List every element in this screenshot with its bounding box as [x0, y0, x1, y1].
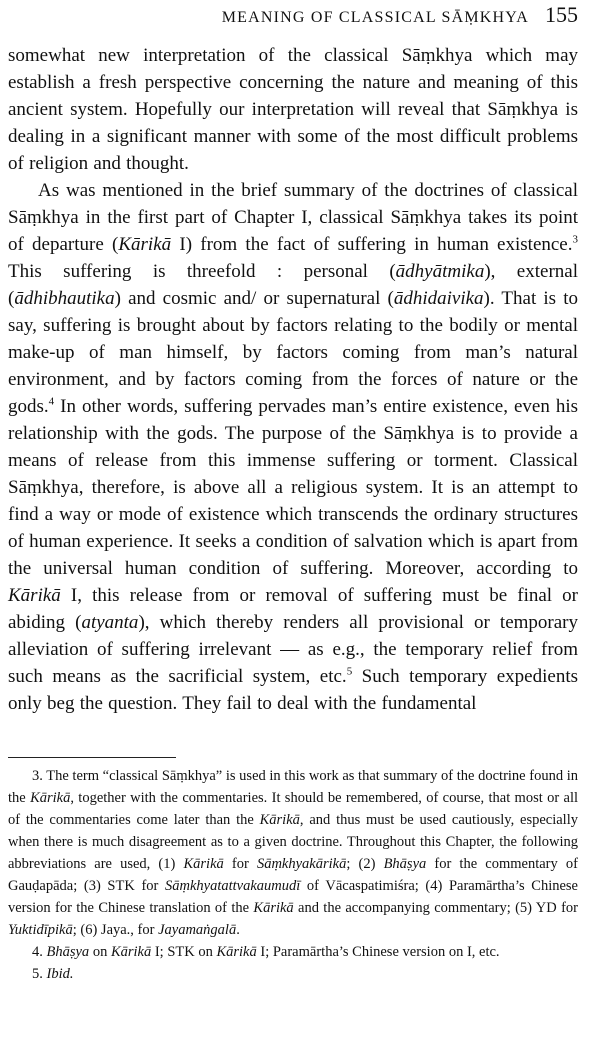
text-run: ) and cosmic and/ or supernatural (: [114, 288, 394, 309]
italic-term: ādhibhautika: [14, 288, 115, 309]
italic-term: Bhāṣya: [46, 944, 90, 960]
paragraph-1: somewhat new interpretation of the classical Sāṃkhya which may establish a fresh perspective concerning the nature and meaning of this ancient system. Hopefully our interpretation will reveal that Sāṃkhya is dealing in a significant manner with some of the most difficult problems of religion and thought.: [8, 45, 578, 174]
text-run: I; Paramārtha’s Chinese version on I, etc.: [256, 944, 500, 960]
italic-term: Kārikā: [216, 944, 257, 960]
italic-term: Kārikā: [259, 812, 300, 828]
footnote-5: [8, 963, 578, 985]
text-run: 4.: [32, 944, 47, 960]
text-run: ; (2): [346, 856, 384, 872]
italic-term: Kārikā: [110, 944, 152, 960]
text-run: for: [223, 856, 257, 872]
paragraph-2: [8, 177, 578, 717]
text-run: and the accompanying commentary; (5) YD for: [293, 900, 578, 916]
italic-term: Bhāṣya: [383, 856, 427, 872]
italic-term: ādhyātmika: [395, 261, 485, 282]
text-run: for the commentary of Gauḍapāda; (3) STK for: [8, 856, 578, 894]
text-run: As was mentioned in the brief summary of the doctrines of classical Sāṃkhya in the first part of Chapter I, classical Sāṃkhya takes its point of departure (: [8, 180, 578, 255]
footnotes: [8, 765, 578, 985]
italic-term: Jayamaṅgalā: [158, 922, 237, 938]
text-run: This suffering is threefold : personal (: [8, 261, 396, 282]
text-run: , together with the commentaries. It should be remembered, of course, that most or all of the commentaries come later than the: [8, 790, 579, 828]
text-run: , and thus must be used cautiously, especially when there is much disagreement as to a given doctrine. Throughout this Chapter, the following abbreviations are used, (1): [8, 812, 578, 872]
italic-term: Kārikā: [253, 900, 294, 916]
italic-term: Kārikā: [30, 790, 71, 806]
footnote-ref-3: 3: [572, 233, 578, 246]
body-text: [8, 42, 578, 717]
page-header: [222, 2, 578, 28]
italic-term: Yuktidīpikā: [8, 922, 73, 938]
text-run: In other words, suffering pervades man’s entire existence, even his relationship with the gods. The purpose of the Sāṃkhya is to provide a means of release from this immense suffering or torment. Classical Sāṃkhya, therefore, is above all a religious system. It is an attempt to find a way or mode of existence which transcends the ordinary structures of human experience. It seeks a condition of salvation which is apart from the universal human condition of suffering. Moreover, according to: [8, 396, 578, 579]
text-run: 3. The term “classical Sāṃkhya” is used in this work as that summary of the doctrine found in the: [8, 768, 578, 806]
text-run: ), which thereby renders all provisional or temporary alleviation of suffering irrelevant — as e.g., the temporary relief from such means as the sacrificial system, etc.: [8, 612, 578, 687]
italic-term: ādhidaivika: [393, 288, 484, 309]
text-run: Such temporary expedients only beg the question. They fail to deal with the fundamental: [8, 666, 578, 714]
italic-term: atyanta: [81, 612, 139, 633]
footnote-rule: [8, 757, 176, 758]
footnote-ref-5: 5: [346, 665, 353, 678]
text-run: I, this release from or removal of suffering must be final or abiding (: [8, 585, 578, 633]
text-run: ), external (: [8, 261, 578, 309]
italic-term: Ibid.: [46, 966, 74, 982]
footnote-ref-4: 4: [48, 395, 55, 408]
text-run: 5.: [32, 966, 47, 982]
footnote-3: [8, 765, 578, 941]
text-run: ). That is to say, suffering is brought about by factors relating to the bodily or mental make-up of man himself, by factors coming from man’s natural environment, and by factors coming from the forces of nature or the gods.: [8, 288, 578, 417]
italic-term: Sāṃkhyatattvakaumudī: [164, 878, 301, 894]
text-run: I; STK on: [151, 944, 217, 960]
running-head: MEANING OF CLASSICAL SĀṂKHYA: [221, 9, 529, 26]
italic-term: Kārikā: [183, 856, 224, 872]
text-run: of Vācaspatimiśra; (4) Paramārtha’s Chinese version for the Chinese translation of the: [8, 878, 578, 916]
italic-term: Sāṃkhyakārikā: [256, 856, 347, 872]
italic-term: Kārikā: [118, 234, 172, 255]
text-run: .: [236, 922, 240, 938]
text-run: ; (6) Jaya., for: [72, 922, 159, 938]
page-number: 155: [545, 2, 578, 27]
text-run: I) from the fact of suffering in human existence.: [171, 234, 573, 255]
italic-term: Kārikā: [8, 585, 61, 606]
text-run: on: [89, 944, 111, 960]
footnote-4: [8, 941, 578, 963]
